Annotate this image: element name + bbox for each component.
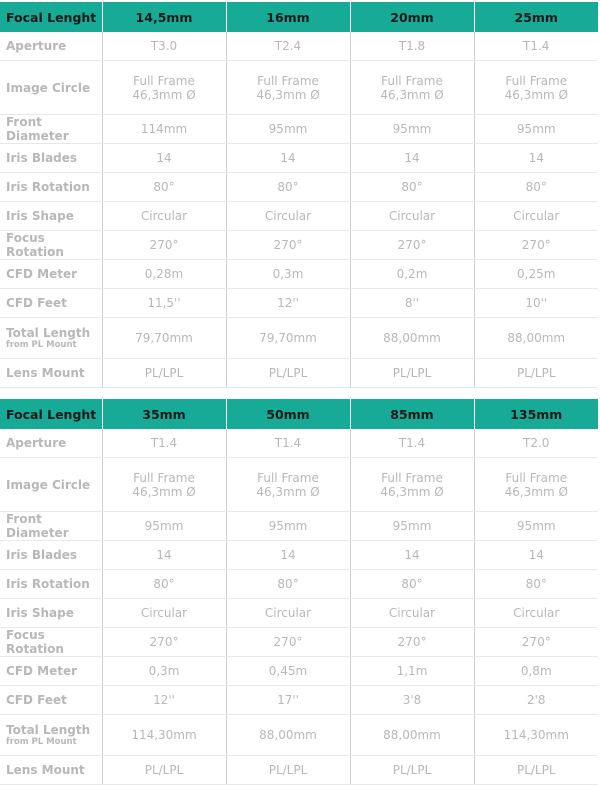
spec-cell: Circular bbox=[350, 202, 474, 231]
header-cell: 14,5mm bbox=[102, 2, 226, 32]
spec-row bbox=[0, 61, 598, 115]
spec-row bbox=[0, 202, 598, 231]
row-label-sub: from PL Mount bbox=[6, 736, 77, 747]
spec-cell: 14 bbox=[102, 144, 226, 173]
spec-cell: 80° bbox=[102, 173, 226, 202]
row-label: Iris Blades bbox=[0, 144, 102, 173]
spec-row bbox=[0, 289, 598, 318]
spec-cell: T1.4 bbox=[474, 32, 598, 61]
spec-cell: 114mm bbox=[102, 115, 226, 144]
row-label: Iris Rotation bbox=[0, 173, 102, 202]
spec-cell bbox=[474, 458, 598, 512]
spec-row bbox=[0, 541, 598, 570]
spec-cell: 0,2m bbox=[350, 260, 474, 289]
row-label: CFD Feet bbox=[0, 686, 102, 715]
spec-row bbox=[0, 144, 598, 173]
spec-cell-line: 46,3mm Ø bbox=[256, 87, 320, 102]
spec-cell-line: Full Frame bbox=[381, 73, 443, 88]
spec-cell: 88,00mm bbox=[350, 715, 474, 756]
spec-cell: 270° bbox=[350, 231, 474, 260]
header-cell: 16mm bbox=[226, 2, 350, 32]
spec-cell bbox=[102, 61, 226, 115]
row-label bbox=[0, 715, 102, 756]
spec-cell: 2'8 bbox=[474, 686, 598, 715]
spec-row bbox=[0, 570, 598, 599]
spec-cell: 270° bbox=[226, 628, 350, 657]
spec-row bbox=[0, 231, 598, 260]
spec-cell: 95mm bbox=[474, 115, 598, 144]
spec-cell: 95mm bbox=[350, 115, 474, 144]
spec-cell: 14 bbox=[226, 144, 350, 173]
spec-cell: Circular bbox=[226, 202, 350, 231]
spec-cell: Circular bbox=[226, 599, 350, 628]
spec-cell: 114,30mm bbox=[102, 715, 226, 756]
spec-cell: 270° bbox=[474, 231, 598, 260]
spec-cell-line: Full Frame bbox=[505, 470, 568, 485]
spec-row bbox=[0, 628, 598, 657]
spec-cell: 11,5'' bbox=[102, 289, 226, 318]
spec-cell: 95mm bbox=[102, 512, 226, 541]
spec-row bbox=[0, 657, 598, 686]
spec-cell: 12'' bbox=[102, 686, 226, 715]
spec-cell: 0,25m bbox=[474, 260, 598, 289]
header-cell: Focal Lenght bbox=[0, 399, 102, 429]
spec-cell: PL/LPL bbox=[474, 756, 598, 785]
spec-cell: Circular bbox=[350, 599, 474, 628]
spec-cell: 8'' bbox=[350, 289, 474, 318]
spec-cell: Circular bbox=[474, 599, 598, 628]
row-label: Iris Blades bbox=[0, 541, 102, 570]
header-cell: 50mm bbox=[226, 399, 350, 429]
spec-row bbox=[0, 715, 598, 756]
spec-cell: 14 bbox=[474, 144, 598, 173]
row-label: Front Diameter bbox=[0, 115, 102, 144]
spec-cell: 270° bbox=[102, 628, 226, 657]
row-label-sub: from PL Mount bbox=[6, 339, 77, 350]
row-label: Lens Mount bbox=[0, 756, 102, 785]
spec-cell: 1,1m bbox=[350, 657, 474, 686]
spec-cell: 80° bbox=[226, 173, 350, 202]
spec-row bbox=[0, 458, 598, 512]
spec-cell: 80° bbox=[474, 570, 598, 599]
specs-table-2 bbox=[0, 399, 598, 785]
header-cell: 25mm bbox=[474, 2, 598, 32]
spec-cell-line: 46,3mm Ø bbox=[504, 484, 568, 499]
spec-cell: 270° bbox=[102, 231, 226, 260]
spec-cell: Circular bbox=[102, 202, 226, 231]
row-label: Front Diameter bbox=[0, 512, 102, 541]
spec-cell: PL/LPL bbox=[350, 756, 474, 785]
spec-cell-line: 46,3mm Ø bbox=[380, 87, 444, 102]
spec-cell: 270° bbox=[474, 628, 598, 657]
row-label-main: Total Length bbox=[6, 325, 91, 340]
spec-cell bbox=[226, 458, 350, 512]
spec-cell bbox=[350, 458, 474, 512]
spec-cell: 88,00mm bbox=[474, 318, 598, 359]
spec-cell: 0,28m bbox=[102, 260, 226, 289]
spec-cell: 14 bbox=[350, 144, 474, 173]
spec-cell: 0,3m bbox=[102, 657, 226, 686]
spec-cell: 80° bbox=[102, 570, 226, 599]
row-label: Iris Shape bbox=[0, 599, 102, 628]
header-row bbox=[0, 2, 598, 32]
spec-row bbox=[0, 686, 598, 715]
spec-cell: 14 bbox=[102, 541, 226, 570]
spec-row bbox=[0, 359, 598, 388]
header-cell: 35mm bbox=[102, 399, 226, 429]
row-label: Aperture bbox=[0, 32, 102, 61]
spec-cell-line: Full Frame bbox=[133, 73, 195, 88]
spec-cell bbox=[102, 458, 226, 512]
spec-cell-line: 46,3mm Ø bbox=[380, 484, 444, 499]
row-label: Iris Shape bbox=[0, 202, 102, 231]
header-row bbox=[0, 399, 598, 429]
spec-cell: T3.0 bbox=[102, 32, 226, 61]
spec-cell: 95mm bbox=[226, 115, 350, 144]
spec-cell-line: Full Frame bbox=[257, 73, 319, 88]
specs-table-1 bbox=[0, 2, 598, 388]
spec-cell: 17'' bbox=[226, 686, 350, 715]
spec-row bbox=[0, 260, 598, 289]
row-label: Image Circle bbox=[0, 458, 102, 512]
spec-cell: 80° bbox=[350, 173, 474, 202]
spec-cell bbox=[474, 61, 598, 115]
spec-cell: 114,30mm bbox=[474, 715, 598, 756]
spec-cell-line: 46,3mm Ø bbox=[132, 87, 196, 102]
row-label bbox=[0, 318, 102, 359]
row-label: Focus Rotation bbox=[0, 628, 102, 657]
spec-cell: 0,45m bbox=[226, 657, 350, 686]
spec-cell: T2.4 bbox=[226, 32, 350, 61]
spec-row bbox=[0, 429, 598, 458]
header-cell: Focal Lenght bbox=[0, 2, 102, 32]
spec-row bbox=[0, 756, 598, 785]
spec-cell: PL/LPL bbox=[226, 756, 350, 785]
spec-cell: PL/LPL bbox=[474, 359, 598, 388]
spec-cell-line: 46,3mm Ø bbox=[256, 484, 320, 499]
spec-cell: 80° bbox=[350, 570, 474, 599]
spec-cell: T1.4 bbox=[350, 429, 474, 458]
spec-row bbox=[0, 32, 598, 61]
spec-row bbox=[0, 173, 598, 202]
row-label: Aperture bbox=[0, 429, 102, 458]
spec-cell: 14 bbox=[350, 541, 474, 570]
spec-cell-line: 46,3mm Ø bbox=[504, 87, 568, 102]
spec-cell: T1.4 bbox=[226, 429, 350, 458]
spec-row bbox=[0, 599, 598, 628]
spec-cell-line: Full Frame bbox=[133, 470, 195, 485]
spec-cell: 0,8m bbox=[474, 657, 598, 686]
spec-cell: PL/LPL bbox=[102, 359, 226, 388]
spec-cell: 95mm bbox=[350, 512, 474, 541]
row-label-main: Total Length bbox=[6, 722, 91, 737]
spec-cell: 3'8 bbox=[350, 686, 474, 715]
spec-cell: 270° bbox=[350, 628, 474, 657]
spec-cell: 80° bbox=[226, 570, 350, 599]
spec-cell: 10'' bbox=[474, 289, 598, 318]
row-label: Lens Mount bbox=[0, 359, 102, 388]
spec-cell: 0,3m bbox=[226, 260, 350, 289]
spec-cell: 14 bbox=[474, 541, 598, 570]
spec-cell: Circular bbox=[102, 599, 226, 628]
row-label: Image Circle bbox=[0, 61, 102, 115]
spec-cell: 88,00mm bbox=[350, 318, 474, 359]
spec-cell: PL/LPL bbox=[102, 756, 226, 785]
spec-cell: 79,70mm bbox=[102, 318, 226, 359]
spec-cell: PL/LPL bbox=[226, 359, 350, 388]
spec-cell-line: Full Frame bbox=[257, 470, 319, 485]
spec-cell: 88,00mm bbox=[226, 715, 350, 756]
row-label: Iris Rotation bbox=[0, 570, 102, 599]
spec-row bbox=[0, 115, 598, 144]
spec-cell: T1.4 bbox=[102, 429, 226, 458]
spec-cell-line: Full Frame bbox=[505, 73, 568, 88]
spec-cell-line: 46,3mm Ø bbox=[132, 484, 196, 499]
spec-cell bbox=[350, 61, 474, 115]
spec-cell: PL/LPL bbox=[350, 359, 474, 388]
row-label: CFD Feet bbox=[0, 289, 102, 318]
spec-cell: T2.0 bbox=[474, 429, 598, 458]
spec-cell: 79,70mm bbox=[226, 318, 350, 359]
spec-row bbox=[0, 318, 598, 359]
spec-cell bbox=[226, 61, 350, 115]
row-label: Focus Rotation bbox=[0, 231, 102, 260]
spec-cell: 14 bbox=[226, 541, 350, 570]
header-cell: 85mm bbox=[350, 399, 474, 429]
header-cell: 20mm bbox=[350, 2, 474, 32]
spec-cell: 270° bbox=[226, 231, 350, 260]
header-cell: 135mm bbox=[474, 399, 598, 429]
spec-cell: 80° bbox=[474, 173, 598, 202]
spec-cell: Circular bbox=[474, 202, 598, 231]
row-label: CFD Meter bbox=[0, 260, 102, 289]
row-label: CFD Meter bbox=[0, 657, 102, 686]
spec-cell: 95mm bbox=[474, 512, 598, 541]
spec-cell-line: Full Frame bbox=[381, 470, 443, 485]
spec-cell: 12'' bbox=[226, 289, 350, 318]
spec-cell: 95mm bbox=[226, 512, 350, 541]
spec-row bbox=[0, 512, 598, 541]
spec-cell: T1.8 bbox=[350, 32, 474, 61]
